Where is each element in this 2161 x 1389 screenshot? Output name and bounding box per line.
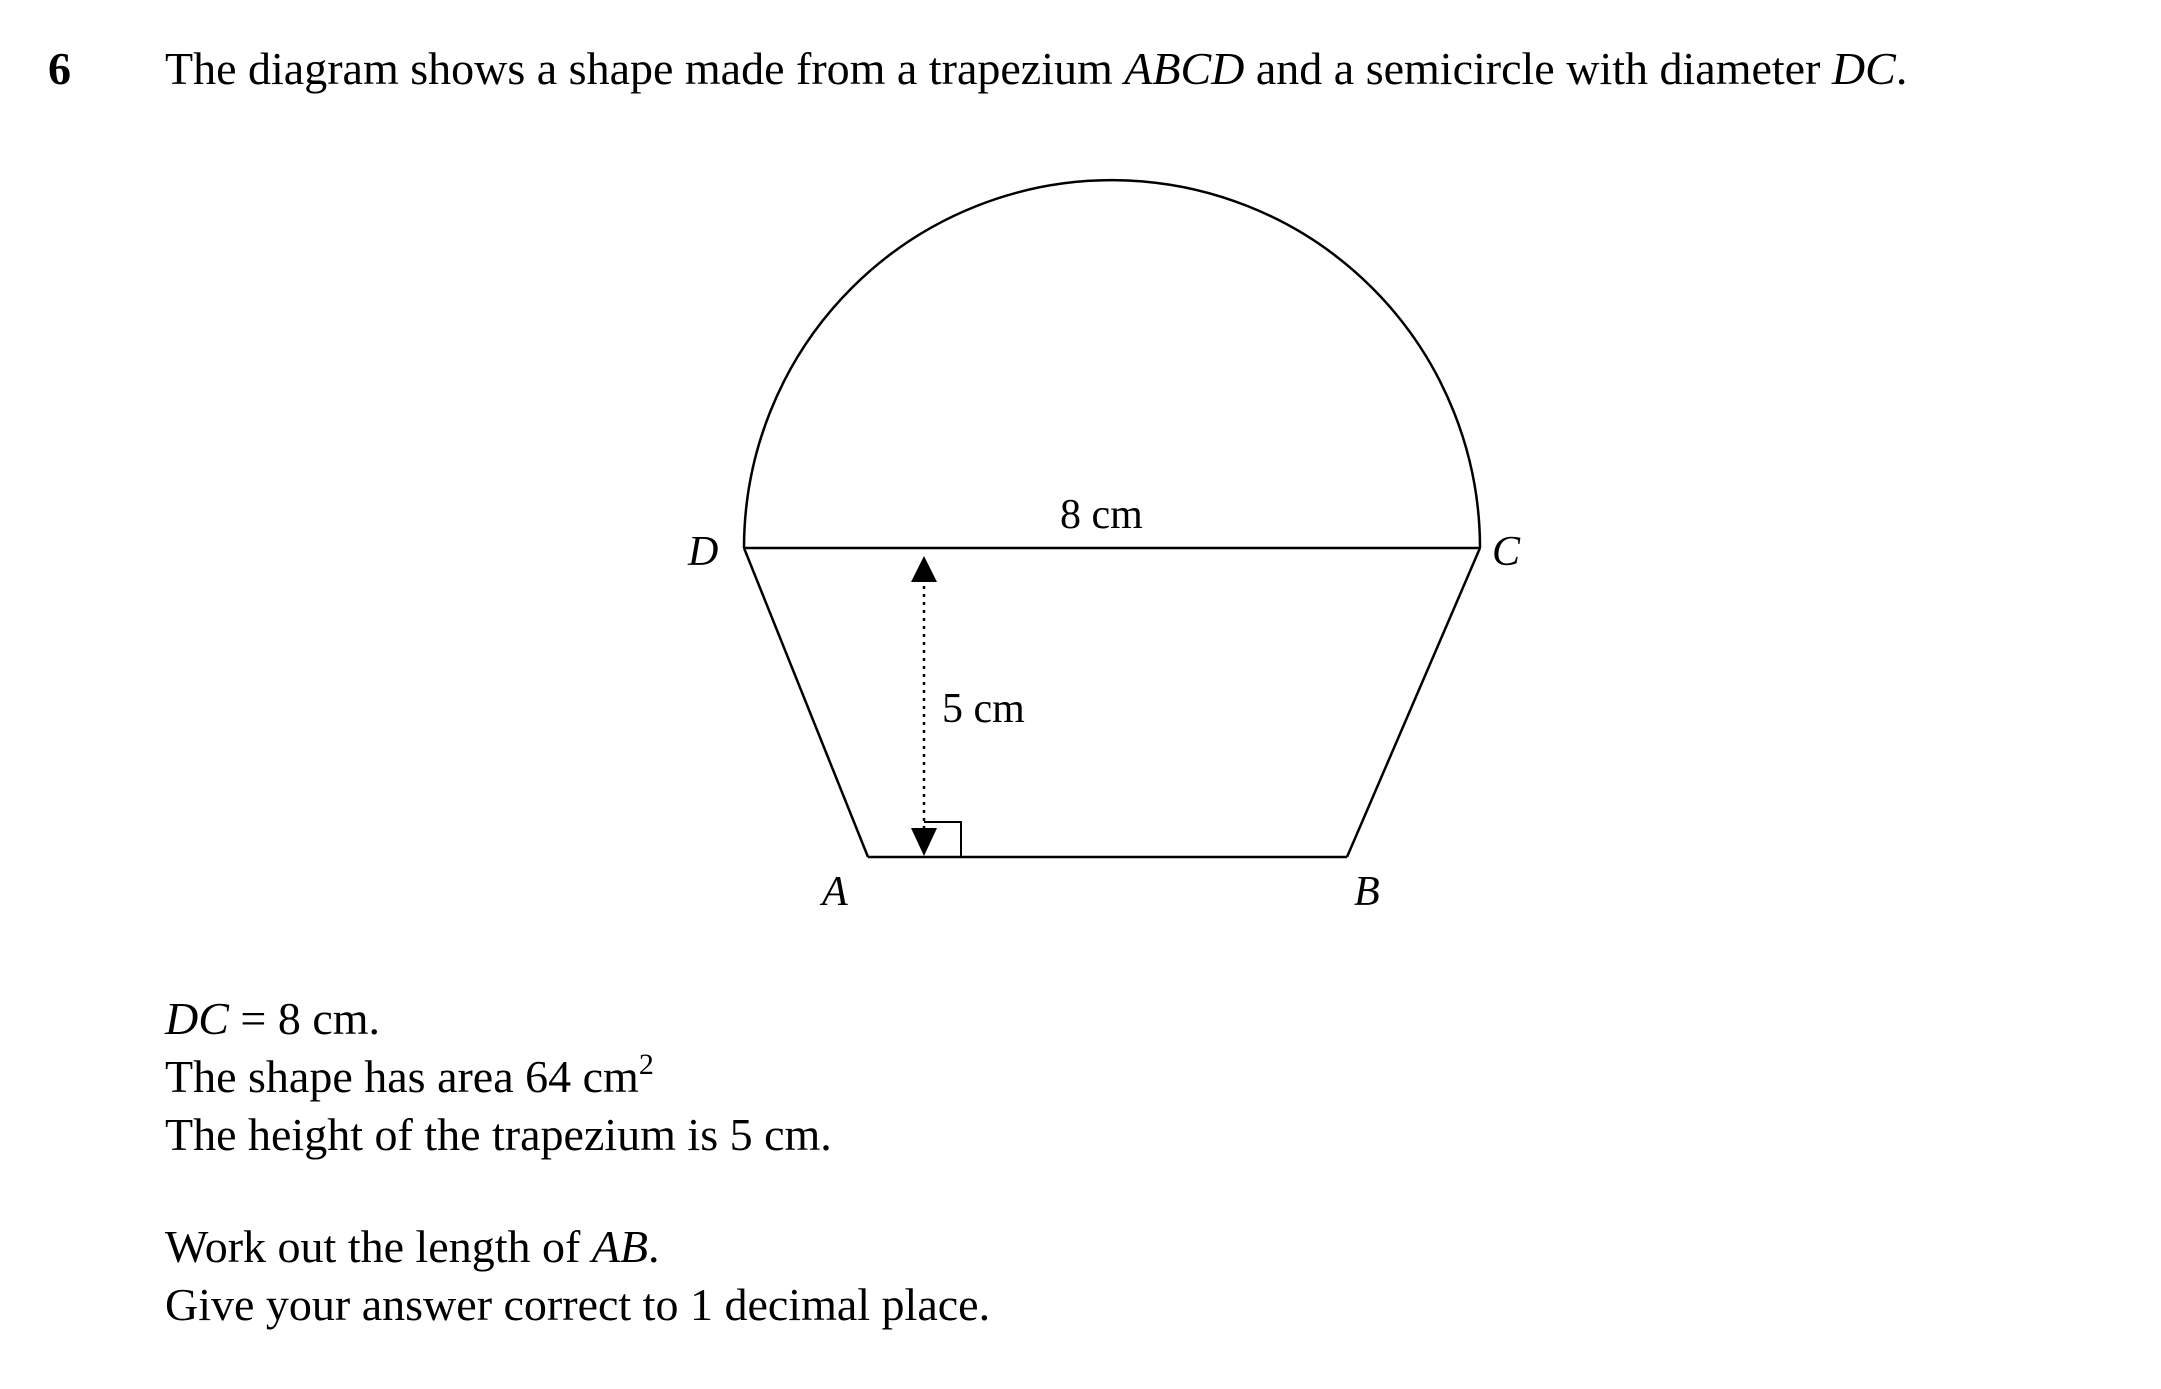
arrow-down-icon [911,828,937,856]
given-dc-rest: = 8 cm. [228,993,381,1044]
side-cb [1347,548,1480,857]
intro-text-2: and a semicircle with diameter [1244,43,1832,94]
task-text-2: . [648,1221,660,1272]
side-da [744,548,868,857]
label-b: B [1354,869,1380,915]
trapezium-name: ABCD [1124,43,1245,94]
label-c: C [1492,529,1521,575]
given-dc-var: DC [165,993,229,1044]
given-area-exponent: 2 [638,1048,654,1081]
given-height: The height of the trapezium is 5 cm. [165,1109,832,1160]
task-text-1: Work out the length of [165,1221,592,1272]
task-var-ab: AB [591,1221,649,1272]
intro-text-1: The diagram shows a shape made from a trapezium [165,43,1125,94]
dc-length-label: 8 cm [1060,492,1143,538]
diameter-name: DC [1831,43,1896,94]
given-area-text: The shape has area 64 cm [165,1051,639,1102]
given-area [165,1048,832,1106]
label-a: A [822,869,848,915]
given-dc [165,990,832,1048]
arrow-up-icon [911,556,937,582]
intro-text-3: . [1895,43,1908,94]
task-instructions [165,1218,990,1334]
label-d: D [688,529,719,575]
given-information [165,990,832,1164]
task-line-2: Give your answer correct to 1 decimal place. [165,1279,991,1330]
question-number: 6 [48,43,71,94]
task-line-1 [165,1218,990,1276]
height-label: 5 cm [942,686,1025,732]
